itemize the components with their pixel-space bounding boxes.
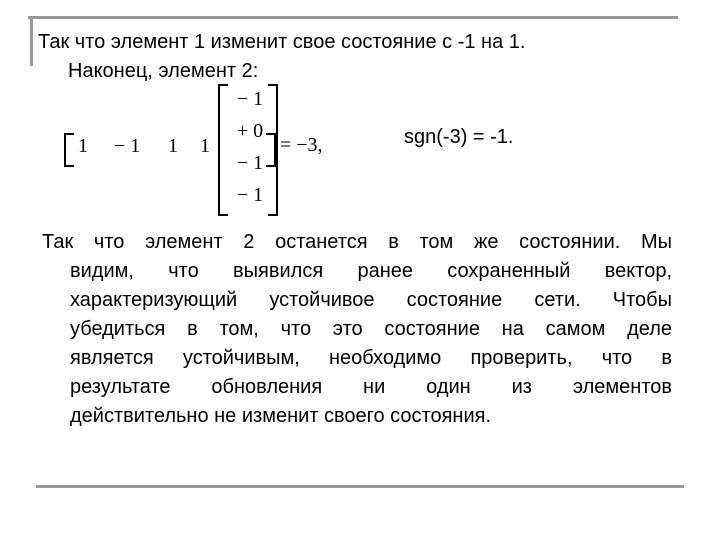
row-vector-left-bracket	[64, 133, 74, 167]
top-rule	[28, 16, 678, 19]
row-vector-element: − 1	[114, 135, 141, 157]
column-vector-left-bracket	[218, 84, 228, 216]
paragraph-line: результате обновления ни один из элементов	[70, 376, 672, 398]
column-vector-element: − 1	[236, 184, 264, 206]
paragraph-line: Так что элемент 2 останется в том же состоянии. Мы	[42, 231, 672, 253]
column-vector-element: − 1	[236, 152, 264, 174]
column-vector-element: − 1	[236, 88, 264, 110]
body-paragraph	[42, 228, 672, 431]
intro-text	[38, 28, 678, 86]
paragraph-line: видим, что выявился ранее сохраненный вектор,	[70, 260, 672, 282]
paragraph-line: действительно не изменит своего состояния.	[70, 405, 492, 427]
bottom-rule	[36, 485, 684, 488]
intro-line-1: Так что элемент 1 изменит свое состояние с -1 на 1.	[38, 31, 526, 53]
paragraph-line: убедиться в том, что это состояние на самом деле	[70, 318, 672, 340]
column-vector-element: + 0	[236, 120, 264, 142]
intro-line-2: Наконец, элемент 2:	[68, 60, 259, 82]
row-vector-element: 1	[78, 135, 88, 157]
equation-result: = −3,	[280, 134, 323, 156]
row-vector-element: 1	[200, 135, 210, 157]
paragraph-line: характеризующий устойчивое состояние сети. Чтобы	[70, 289, 672, 311]
column-vector	[218, 84, 278, 214]
column-vector-right-bracket	[268, 84, 278, 216]
sgn-expression: sgn(-3) = -1.	[404, 126, 514, 148]
paragraph-line: является устойчивым, необходимо проверить, что в	[70, 347, 672, 369]
row-vector	[60, 131, 220, 161]
row-vector-element: 1	[168, 135, 178, 157]
left-rule	[30, 18, 33, 66]
